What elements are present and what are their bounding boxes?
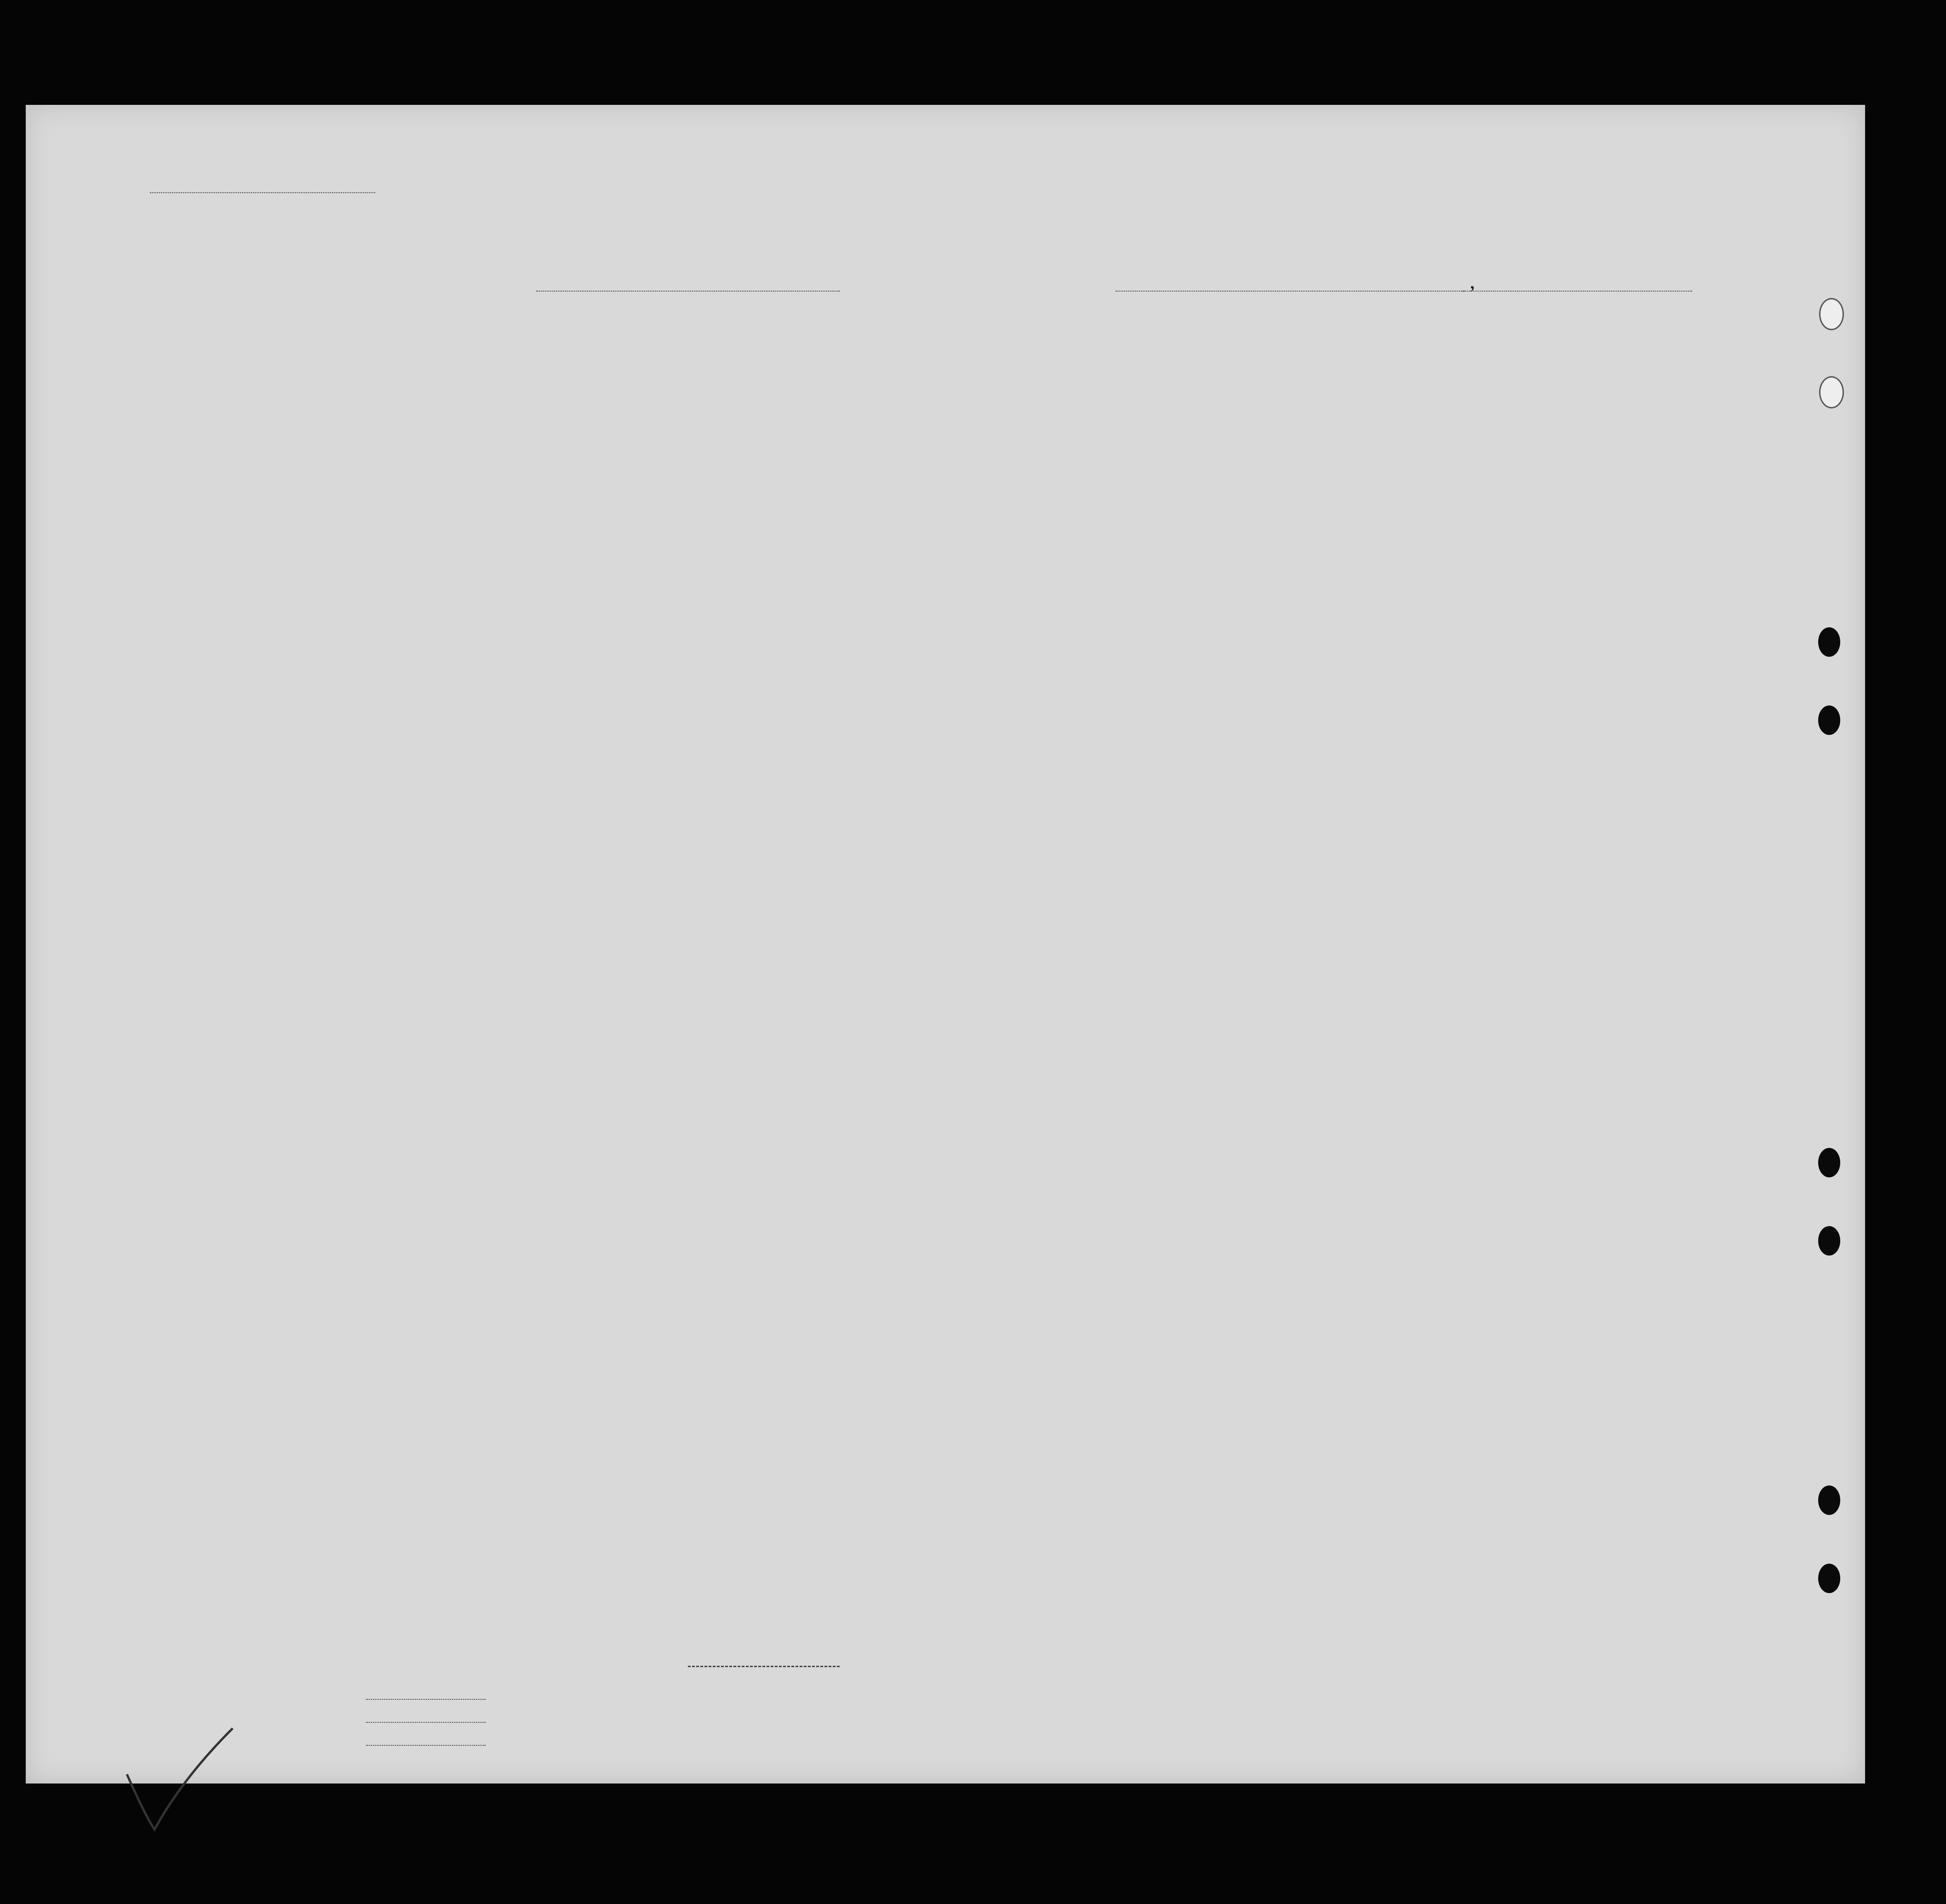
manifest-sheet	[26, 105, 1865, 1784]
citizens-line	[366, 1722, 486, 1723]
aliens-line	[366, 1745, 486, 1746]
total-line	[366, 1699, 486, 1700]
check-mark-icon	[118, 1724, 237, 1839]
manifest-grid	[26, 105, 1865, 1784]
purser-line	[688, 1666, 840, 1667]
comma: ,	[1470, 269, 1475, 293]
